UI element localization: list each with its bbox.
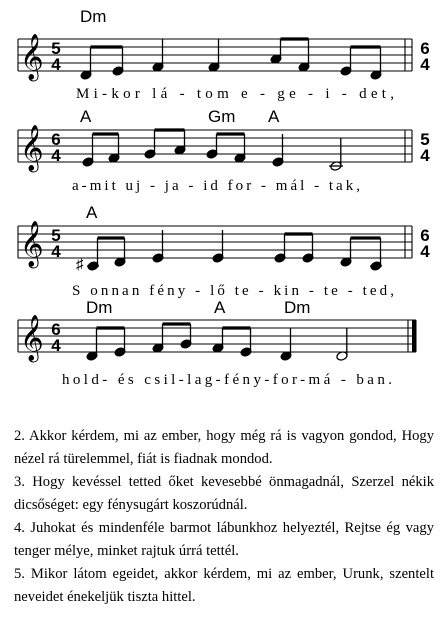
staff-system-2 <box>18 107 430 194</box>
lyric-line: hold- és csil-lag-fény-for-má - ban. <box>62 372 393 388</box>
time-signature-bottom: 4 <box>51 146 61 165</box>
chord-symbol: A <box>80 107 92 126</box>
verse-2: 2. Akkor kérdem, mi az ember, hogy még rá is vagyon gondod, Hogy nézel rá türelemmel, fiát is fiadnak mondod. <box>14 428 434 467</box>
verse-3: 3. Hogy kevéssel tetted őket kevesebbé önmagadnál, Szerzel nékik dicsőséget: egy fénysugárt koszorúdnál. <box>14 474 434 513</box>
treble-clef-icon: 𝄞 <box>20 126 44 170</box>
chord-symbol: A <box>214 298 226 317</box>
chord-symbol: A <box>86 203 98 222</box>
staff-system-3 <box>18 203 430 299</box>
time-signature-bottom: 4 <box>51 336 61 355</box>
time-signature-top: 5 <box>51 226 61 245</box>
end-time-signature-top: 5 <box>420 130 430 149</box>
time-signature-bottom: 4 <box>51 242 61 261</box>
chord-symbol: Dm <box>284 298 311 317</box>
time-signature-top: 6 <box>51 320 61 339</box>
notes <box>86 324 348 361</box>
sharp-icon: ♯ <box>76 256 84 273</box>
chord-symbol: A <box>268 107 280 126</box>
end-time-signature-bottom: 4 <box>420 55 430 74</box>
notes <box>80 39 382 80</box>
treble-clef-icon: 𝄞 <box>20 222 44 266</box>
notes <box>76 230 382 273</box>
verse-4: 4. Juhokat és mindenféle barmot lábunkhoz helyeztél, Rejtse ég vagy tenger mélye, minket rajtuk úrrá tettél. <box>14 520 434 559</box>
time-signature-bottom: 4 <box>51 55 61 74</box>
end-time-signature-bottom: 4 <box>420 146 430 165</box>
verse-5: 5. Mikor látom egeidet, akkor kérdem, mi az ember, Urunk, szentelt neveidet énekeljük tiszta hittel. <box>14 566 434 605</box>
lyric-line: S onnan fény - lő te - kin - te - ted, <box>72 283 394 299</box>
time-signature-top: 5 <box>51 39 61 58</box>
chord-symbol: Gm <box>208 107 236 126</box>
staff-system-4 <box>18 298 417 388</box>
chord-symbol: Dm <box>86 298 113 317</box>
lyric-line: Mi-kor lá - tom e - ge - i - det, <box>76 86 394 102</box>
treble-clef-icon: 𝄞 <box>20 316 44 360</box>
staff-system-1 <box>18 7 430 102</box>
final-barline <box>412 320 417 352</box>
time-signature-top: 6 <box>51 130 61 149</box>
treble-clef-icon: 𝄞 <box>20 35 44 79</box>
chord-symbol: Dm <box>80 7 107 26</box>
end-time-signature-top: 6 <box>420 39 430 58</box>
notes <box>82 130 343 171</box>
end-time-signature-top: 6 <box>420 226 430 245</box>
lyric-line: a-mit uj - ja - id for - mál - tak, <box>72 178 361 194</box>
verses-text <box>14 425 434 609</box>
end-time-signature-bottom: 4 <box>420 242 430 261</box>
